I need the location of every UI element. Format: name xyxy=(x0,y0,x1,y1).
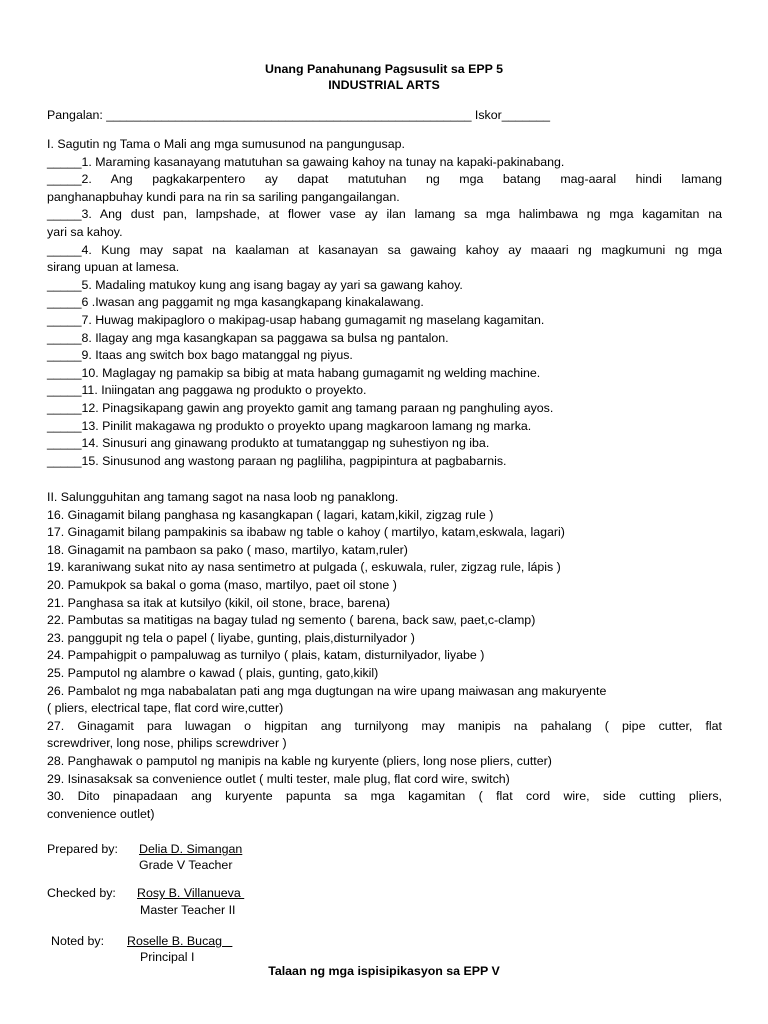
list-item: _____7. Huwag makipagloro o makipag-usap habang gumagamit ng maselang kagamitan. xyxy=(47,312,545,327)
list-item: _____2. Ang pagkakarpentero ay dapat matutuhan ng mga batang mag-aaral hindi lamang xyxy=(47,172,722,187)
list-item: 24. Pampahigpit o pampaluwag as turnilyo ( plais, katam, disturnilyador, liyabe ) xyxy=(47,648,485,663)
name-score-line: Pangalan: _____________________________________________________ Iskor_______ xyxy=(47,108,551,122)
part1-instruction: I. Sagutin ng Tama o Mali ang mga sumusunod na pangungusap. xyxy=(47,137,405,151)
list-item: _____10. Maglagay ng pamakip sa bibig at mata habang gumagamit ng welding machine. xyxy=(47,365,541,380)
footer-title: Talaan ng mga ispisipikasyon sa EPP V xyxy=(268,964,500,978)
part2-section xyxy=(47,489,722,823)
list-item: _____14. Sinusuri ang ginawang produkto at tumatanggap ng suhestiyon ng iba. xyxy=(47,436,490,451)
exam-subtitle: INDUSTRIAL ARTS xyxy=(328,78,440,92)
list-item: ( pliers, electrical tape, flat cord wire,cutter) xyxy=(47,701,284,716)
list-item: _____1. Maraming kasanayang matutuhan sa gawaing kahoy na tunay na kapaki-pakinabang. xyxy=(47,154,565,169)
noted-by-label: Noted by: xyxy=(51,934,105,948)
checked-by-role: Master Teacher II xyxy=(140,903,236,917)
list-item: 28. Panghawak o pamputol ng manipis na kable ng kuryente (pliers, long nose pliers, cutter) xyxy=(47,753,552,768)
checked-by-block xyxy=(47,885,245,917)
prepared-by-label: Prepared by: xyxy=(47,842,118,856)
list-item: _____15. Sinusunod ang wastong paraan ng pagliliha, pagpipintura at pagbabarnis. xyxy=(47,453,507,468)
list-item: _____6 .Iwasan ang paggamit ng mga kasangkapang kinakalawang. xyxy=(47,295,424,310)
list-item: 22. Pambutas sa matitigas na bagay tulad ng semento ( barena, back saw, paet,c-clamp) xyxy=(47,613,536,628)
list-item: _____9. Itaas ang switch box bago matanggal ng piyus. xyxy=(47,348,353,363)
list-item: _____5. Madaling matukoy kung ang isang bagay ay yari sa gawang kahoy. xyxy=(47,277,463,292)
list-item: 30. Dito pinapadaan ang kuryente papunta sa mga kagamitan ( flat cord wire, side cutting pliers, xyxy=(47,789,722,804)
noted-by-block xyxy=(51,933,233,964)
noted-by-role: Principal I xyxy=(140,950,195,964)
list-item: 17. Ginagamit bilang pampakinis sa ibabaw ng table o kahoy ( martilyo, katam,eskwala, lagari) xyxy=(47,525,565,540)
list-item: 29. Isinasaksak sa convenience outlet ( multi tester, male plug, flat cord wire, switch) xyxy=(47,771,510,786)
list-item: 19. karaniwang sukat nito ay nasa sentimetro at pulgada (, eskuwala, ruler, zigzag rule, lápis ) xyxy=(47,560,561,575)
prepared-by-role: Grade V Teacher xyxy=(139,858,233,872)
list-item: 16. Ginagamit bilang panghasa ng kasangkapan ( lagari, katam,kikil, zigzag rule ) xyxy=(47,507,494,522)
prepared-by-name: Delia D. Simangan xyxy=(139,842,243,856)
list-item: 26. Pambalot ng mga nababalatan pati ang mga dugtungan na wire upang maiwasan ang makuryente xyxy=(47,683,607,698)
list-item: _____8. Ilagay ang mga kasangkapan sa paggawa sa bulsa ng pantalon. xyxy=(47,330,449,345)
list-item: sirang upuan at lamesa. xyxy=(47,260,180,275)
list-item: convenience outlet) xyxy=(47,806,155,821)
list-item: 27. Ginagamit para luwagan o higpitan ang turnilyong may manipis na pahalang ( pipe cutter, flat xyxy=(47,718,722,733)
list-item: _____11. Iniingatan ang paggawa ng produkto o proyekto. xyxy=(47,383,367,398)
noted-by-name: Roselle B. Bucag xyxy=(127,934,233,948)
exam-title: Unang Panahunang Pagsusulit sa EPP 5 xyxy=(264,62,503,76)
list-item: 25. Pamputol ng alambre o kawad ( plais, gunting, gato,kikil) xyxy=(47,665,379,680)
prepared-by-block xyxy=(47,841,243,872)
part2-instruction: II. Salungguhitan ang tamang sagot na nasa loob ng panaklong. xyxy=(47,490,399,504)
list-item: 23. panggupit ng tela o papel ( liyabe, gunting, plais,disturnilyador ) xyxy=(47,630,415,645)
checked-by-label: Checked by: xyxy=(47,886,116,900)
list-item: screwdriver, long nose, philips screwdriver ) xyxy=(47,736,287,751)
part1-section xyxy=(47,136,722,470)
list-item: 18. Ginagamit na pambaon sa pako ( maso, martilyo, katam,ruler) xyxy=(47,542,408,557)
list-item: _____12. Pinagsikapang gawin ang proyekto gamit ang tamang paraan ng panghuling ayos. xyxy=(47,400,554,415)
checked-by-name: Rosy B. Villanueva xyxy=(137,886,245,900)
list-item: panghanapbuhay kundi para na rin sa sariling pangangailangan. xyxy=(47,189,400,204)
list-item: 20. Pamukpok sa bakal o goma (maso, martilyo, paet oil stone ) xyxy=(47,577,397,592)
list-item: _____13. Pinilit makagawa ng produkto o proyekto upang magkaroon lamang ng marka. xyxy=(47,418,532,433)
list-item: _____4. Kung may sapat na kaalaman at kasanayan sa gawaing kahoy ay maaari ng magkumuni ng mga xyxy=(47,242,722,257)
list-item: _____3. Ang dust pan, lampshade, at flower vase ay ilan lamang sa mga halimbawa ng mga kagamitan na xyxy=(47,207,722,222)
list-item: yari sa kahoy. xyxy=(47,224,123,239)
list-item: 21. Panghasa sa itak at kutsilyo (kikil, oil stone, brace, barena) xyxy=(47,595,390,610)
